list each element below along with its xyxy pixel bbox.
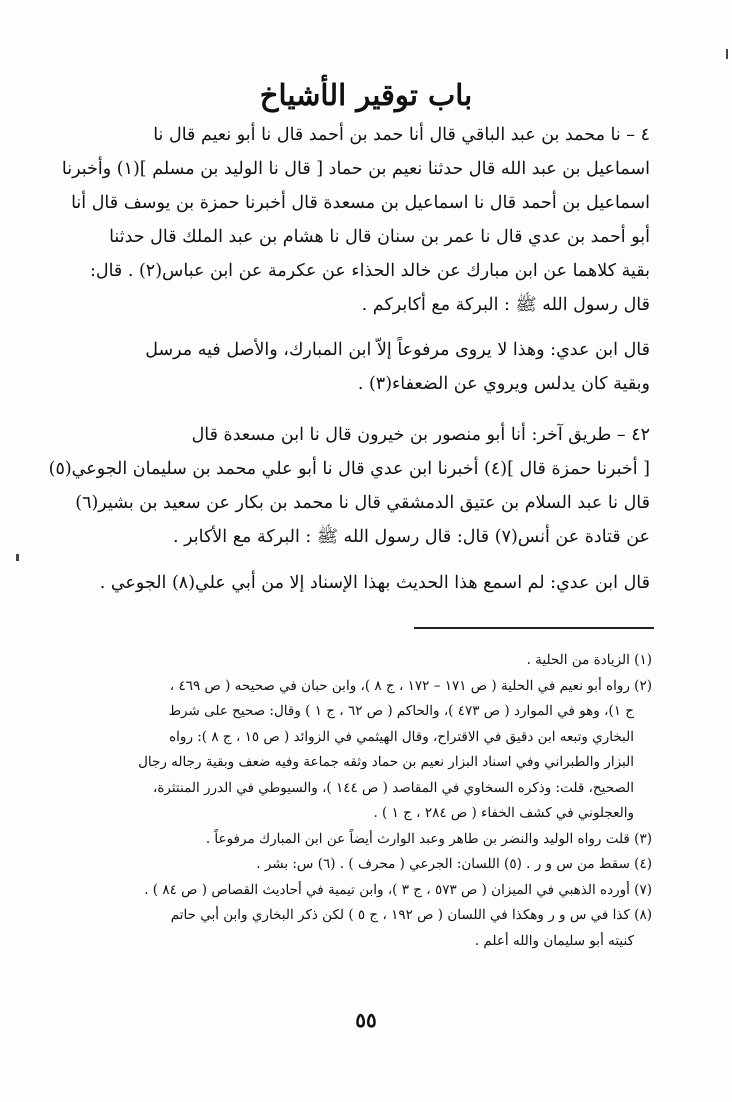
text-line: قال ابن عدي: لم اسمع هذا الحديث بهذا الإسناد إلا من أبي علي(٨) الجوعي . [99,573,650,593]
text-line: وبقية كان يدلس ويروي عن الضعفاء(٣) . [357,374,650,394]
hadith-41-paragraph [61,118,650,322]
hadith-42-paragraph [48,418,650,554]
footnote-line: كنيته أبو سليمان والله أعلم . [474,932,634,949]
footnote-line: الصحيح، قلت: وذكره السخاوي في المقاصد ( ص ١٤٤ )، والسيوطي في الدرر المنتثرة، [152,779,634,796]
ibn-adi-comment-paragraph [78,333,650,401]
footnote-line: (٨) كذا في س و ر وهكذا في اللسان ( ص ١٩٢ ، ج ٥ ) لكن ذكر البخاري وابن أبي حاتم [170,907,652,923]
edge-mark [726,49,728,59]
edge-mark [16,554,19,561]
text-line: اسماعيل بن عبد الله قال حدثنا نعيم بن حماد [ قال نا الوليد بن مسلم ](١) وأخبرنا [61,159,650,179]
footnote-line: (٤) سقط من س و ر . (٥) اللسان: الجرعي ( محرف ) . (٦) س: بشر . [256,856,652,872]
text-line: بقية كلاهما عن ابن مبارك عن خالد الحذاء عن عكرمة عن ابن عباس(٢) . قال: [89,261,650,281]
text-line: [ أخبرنا حمزة قال ](٤) أخبرنا ابن عدي قال نا أبو علي محمد بن سليمان الجوعي(٥) [48,459,650,479]
footnote-line: البزار والطبراني وفي اسناد البزار نعيم بن حماد وثقه جماعة وفيه ضعف وبقية رجاله رجال [138,754,634,770]
footnote-divider [414,627,654,629]
text-line: قال نا عبد السلام بن عتيق الدمشقي قال نا محمد بن بكار عن سعيد بن بشير(٦) [75,493,650,513]
text-line: ٤٢ – طريق آخر: أنا أبو منصور بن خيرون قال نا ابن مسعدة قال [191,425,650,445]
text-line: قال رسول الله ﷺ : البركة مع أكابركم . [361,295,650,315]
chapter-title: باب توقير الأشياخ [259,78,473,112]
text-line: ٤ – نا محمد بن عبد الباقي قال أنا حمد بن أحمد قال نا أبو نعيم قال نا [153,125,650,145]
page-number: ٥٥ [355,1008,377,1032]
footnote-line: ج ١)، وهو في الموارد ( ص ٤٧٣ )، والحاكم ( ص ٦٢ ، ج ١ ) وقال: صحيح على شرط [168,703,634,719]
footnote-line: (٢) رواه أبو نعيم في الحلية ( ص ١٧١ – ١٧٢ ، ج ٨ )، وابن حبان في صحيحه ( ص ٤٦٩ ، [169,677,652,694]
footnote-line: والعجلوني في كشف الخفاء ( ص ٢٨٤ ، ج ١ ) . [373,805,634,821]
footnote-line: البخاري وتبعه ابن دقيق في الاقتراح، وقال الهيثمي في الزوائد ( ص ١٥ ، ج ٨ ): رواه [169,728,634,745]
footnotes [72,648,652,954]
footnote-line: (١) الزيادة من الحلية . [526,652,652,668]
text-line: قال ابن عدي: وهذا لا يروى مرفوعاً إلاّ ابن المبارك، والأصل فيه مرسل [145,340,650,360]
text-line: عن قتادة عن أنس(٧) قال: قال رسول الله ﷺ : البركة مع الأكابر . [172,527,650,547]
text-line: أبو أحمد بن عدي قال نا عمر بن سنان قال نا هشام بن عبد الملك قال حدثنا [109,227,650,247]
footnote-line: (٧) أورده الذهبي في الميزان ( ص ٥٧٣ ، ج ٣ )، وابن تيمية في أحاديث القصاص ( ص ٨٤ ) . [144,881,652,898]
closing-comment-paragraph [78,566,650,600]
text-line: اسماعيل بن أحمد قال نا اسماعيل بن مسعدة قال أخبرنا حمزة بن يوسف قال أنا [71,193,650,213]
footnote-line: (٣) قلت رواه الوليد والنضر بن طاهر وعبد الوارث أيضاً عن ابن المبارك مرفوعاً . [205,830,652,847]
